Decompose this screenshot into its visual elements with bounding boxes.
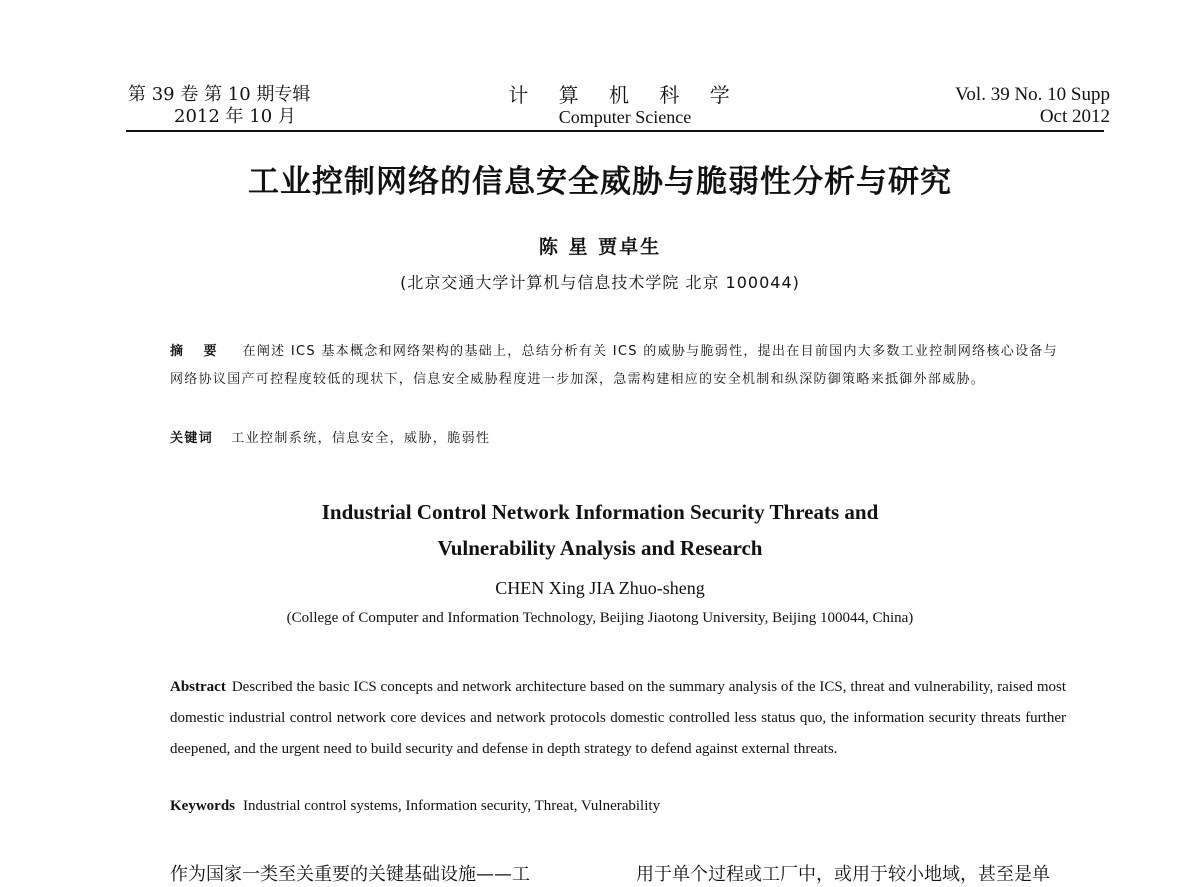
- date-cn: 2012 年 10 月: [174, 106, 296, 127]
- authors-en: CHEN Xing JIA Zhuo-sheng: [495, 578, 705, 598]
- abstract-en: [170, 672, 1066, 765]
- affiliation-en: (College of Computer and Information Technology, Beijing Jiaotong University, Beijing 100044, China): [286, 610, 914, 626]
- journal-volume-en: [955, 84, 1110, 128]
- abstract-cn: [170, 338, 1066, 394]
- date-en: Oct 2012: [1039, 106, 1110, 127]
- paper-title-en-line1: Industrial Control Network Information Security Threats and: [321, 500, 879, 524]
- abstract-cn-label: 摘 要: [170, 344, 225, 359]
- authors-cn: 陈 星 贾卓生: [538, 236, 662, 258]
- abstract-en-label: Abstract: [170, 679, 226, 695]
- keywords-en-text: Industrial control systems, Information security, Threat, Vulnerability: [243, 798, 661, 814]
- journal-volume-cn: [128, 84, 310, 128]
- paper-title-en-line2: Vulnerability Analysis and Research: [437, 536, 763, 560]
- keywords-cn: [170, 427, 490, 446]
- abstract-en-text: Described the basic ICS concepts and network architecture based on the summary analysis of the ICS, threat and vulnerability, raised most domestic industrial control network core devices and network protocols domestic controlled less status quo, the information security threats further deepened, and the urgent need to build security and defense in depth strategy to defend against external threats.: [170, 679, 1066, 757]
- keywords-en: [170, 798, 660, 815]
- keywords-en-label: Keywords: [170, 798, 235, 814]
- journal-name: [470, 84, 780, 128]
- header-rule: [126, 130, 1104, 132]
- journal-name-cn: 计 算 机 科 学: [508, 83, 742, 107]
- abstract-cn-text: 在阐述 ICS 基本概念和网络架构的基础上，总结分析有关 ICS 的威胁与脆弱性，提出在目前国内大多数工业控制网络核心设备与网络协议国产可控程度较低的现状下，信息安全威胁程度进一步加深，急需构建相应的安全机制和纵深防御策略来抵御外部威胁。: [170, 344, 1058, 387]
- journal-name-en: Computer Science: [558, 107, 692, 127]
- paper-title-cn: 工业控制网络的信息安全威胁与脆弱性分析与研究: [248, 164, 952, 200]
- volume-issue-cn: 第 39 卷 第 10 期专辑: [128, 84, 311, 105]
- body-right-column: 用于单个过程或工厂中，或用于较小地域，甚至是单: [636, 864, 1050, 885]
- body-left-column: 作为国家一类至关重要的关键基础设施——工: [170, 864, 530, 885]
- volume-issue-en: Vol. 39 No. 10 Supp: [955, 84, 1110, 105]
- paper-title-en: [0, 494, 1200, 566]
- keywords-cn-text: 工业控制系统，信息安全，威胁，脆弱性: [231, 431, 491, 446]
- keywords-cn-label: 关键词: [170, 431, 214, 446]
- affiliation-cn: (北京交通大学计算机与信息技术学院 北京 100044): [400, 273, 800, 292]
